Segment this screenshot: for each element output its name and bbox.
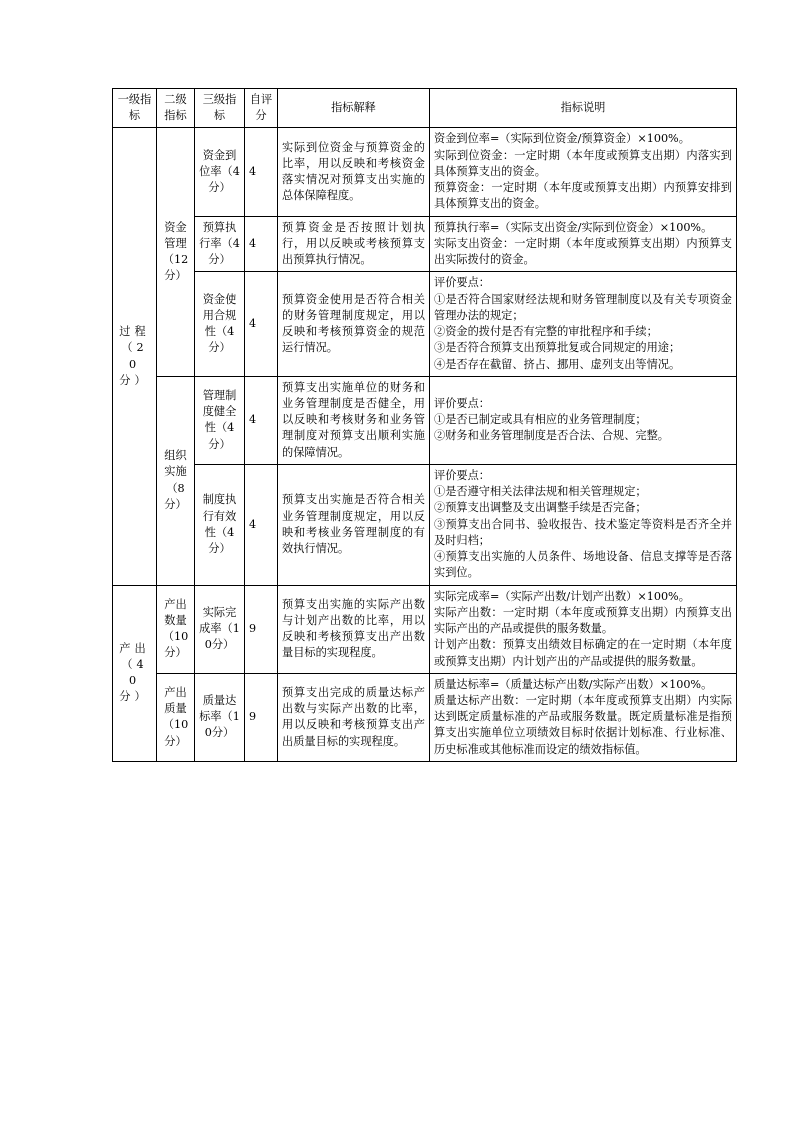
indicator-explanation: 预算资金使用是否符合相关的财务管理制度规定，用以反映和考核预算资金的规范运行情况。 [278,272,430,376]
level2-fund-management: 资金管理（12分） [157,128,195,376]
indicator-note: 质量达标率=（质量达标产出数/实际产出数）×100%。 质量达标产出数：一定时期（本年度或预算支出期）内实际达到既定质量标准的产品或服务数量。既定质量标准是指预算支出实施单位立项绩效目标时依据计划标准、行业标准、历史标准或其他标准而设定的绩效指标值。 [430,673,737,761]
self-score: 9 [245,673,278,761]
table-row [113,216,737,272]
header-level1: 一级指标 [113,89,157,128]
table-row [113,464,737,585]
performance-evaluation-table [112,88,737,762]
level3-label: 质量达标率（10分） [195,673,245,761]
indicator-note: 评价要点： ①是否符合国家财经法规和财务管理制度以及有关专项资金管理办法的规定； ②资金的拨付是否有完整的审批程序和手续； ③是否符合预算支出预算批复或合同规定的用途； ④是否存在截留、挤占、挪用、虚列支出等情况。 [430,272,737,376]
header-score: 自评分 [245,89,278,128]
level3-label: 预算执行率（4分） [195,216,245,272]
indicator-note: 评价要点： ①是否已制定或具有相应的业务管理制度； ②财务和业务管理制度是否合法、合规、完整。 [430,376,737,464]
header-level3: 三级指标 [195,89,245,128]
level2-output-quality: 产出质量（10分） [157,673,195,761]
indicator-explanation: 实际到位资金与预算资金的比率，用以反映和考核资金落实情况对预算支出实施的总体保障程度。 [278,128,430,216]
header-note: 指标说明 [430,89,737,128]
level2-organization: 组织实施（8分） [157,376,195,585]
table-row [113,128,737,216]
table-header [113,89,737,128]
indicator-note: 资金到位率=（实际到位资金/预算资金）×100%。 实际到位资金：一定时期（本年度或预算支出期）内落实到具体预算支出的资金。 预算资金：一定时期（本年度或预算支出期）内预算安排到具体预算支出的资金。 [430,128,737,216]
indicator-note: 实际完成率=（实际产出数/计划产出数）×100%。 实际产出数：一定时期（本年度或预算支出期）内预算支出实际产出的产品或提供的服务数量。 计划产出数：预算支出绩效目标确定的在一定时期（本年度或预算支出期）内计划产出的产品或提供的服务数量。 [430,585,737,673]
indicator-explanation: 预算支出实施是否符合相关业务管理制度规定，用以反映和考核业务管理制度的有效执行情况。 [278,464,430,585]
indicator-explanation: 预算资金是否按照计划执行，用以反映或考核预算支出预算执行情况。 [278,216,430,272]
table-row [113,673,737,761]
indicator-explanation: 预算支出实施单位的财务和业务管理制度是否健全，用以反映和考核财务和业务管理制度对预算支出顺利实施的保障情况。 [278,376,430,464]
self-score: 4 [245,464,278,585]
header-explanation: 指标解释 [278,89,430,128]
indicator-explanation: 预算支出实施的实际产出数与计划产出数的比率，用以反映和考核预算支出产出数量目标的实现程度。 [278,585,430,673]
table-row [113,585,737,673]
header-level2: 二级指标 [157,89,195,128]
self-score: 4 [245,376,278,464]
indicator-note: 评价要点： ①是否遵守相关法律法规和相关管理规定； ②预算支出调整及支出调整手续是否完备； ③预算支出合同书、验收报告、技术鉴定等资料是否齐全并及时归档； ④预算支出实施的人员条件、场地设备、信息支撑等是否落实到位。 [430,464,737,585]
level2-output-quantity: 产出数量（10分） [157,585,195,673]
self-score: 4 [245,272,278,376]
level3-label: 制度执行有效性（4分） [195,464,245,585]
self-score: 4 [245,216,278,272]
self-score: 4 [245,128,278,216]
level1-process: 过程（20分） [113,128,157,585]
table-row [113,272,737,376]
level3-label: 资金到位率（4分） [195,128,245,216]
level1-output: 产出（40分） [113,585,157,761]
level3-label: 管理制度健全性（4分） [195,376,245,464]
table-row [113,376,737,464]
indicator-note: 预算执行率=（实际支出资金/实际到位资金）×100%。 实际支出资金：一定时期（本年度或预算支出期）内预算支出实际拨付的资金。 [430,216,737,272]
table-header-row [113,89,737,128]
indicator-explanation: 预算支出完成的质量达标产出数与实际产出数的比率，用以反映和考核预算支出产出质量目标的实现程度。 [278,673,430,761]
self-score: 9 [245,585,278,673]
level3-label: 实际完成率（10分） [195,585,245,673]
level3-label: 资金使用合规性（4分） [195,272,245,376]
table-body [113,128,737,761]
